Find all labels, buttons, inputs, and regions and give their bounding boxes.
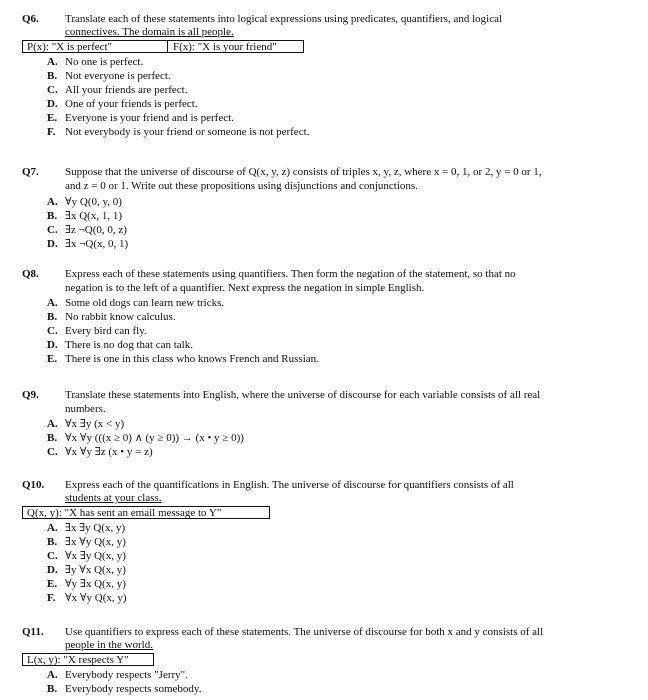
list-item: A. No one is perfect. bbox=[47, 56, 144, 68]
list-item: E. There is one in this class who knows French and Russian. bbox=[47, 353, 319, 365]
question-number: Q8. bbox=[22, 268, 39, 280]
predicate-definition-box bbox=[22, 506, 270, 519]
question-stem: Translate each of these statements into logical expressions using predicates, quantifiers, and logical bbox=[65, 13, 503, 25]
list-item: C. ∀x ∃y Q(x, y) bbox=[47, 550, 126, 562]
list-item: C. All your friends are perfect. bbox=[47, 84, 188, 96]
list-item: D. ∃y ∀x Q(x, y) bbox=[47, 564, 126, 576]
list-item: A. Some old dogs can learn new tricks. bbox=[47, 297, 225, 309]
question-stem: Express each of the quantifications in English. The universe of discourse for quantifiers consists of all bbox=[65, 479, 514, 491]
list-item: D. One of your friends is perfect. bbox=[47, 98, 198, 110]
list-item: E. ∀y ∃x Q(x, y) bbox=[47, 578, 126, 590]
question-stem: Use quantifiers to express each of these statements. The universe of discourse for both x and y consists of all bbox=[65, 626, 544, 638]
question-stem-continued: negation is to the left of a quantifier. Next express the negation in simple English. bbox=[65, 282, 425, 294]
question-stem: Suppose that the universe of discourse of Q(x, y, z) consists of triples x, y, z, where x = 0, 1, or 2, y = 0 or 1, bbox=[65, 166, 542, 178]
predicate-definition: F(x): "X is your friend" bbox=[173, 41, 277, 53]
question-stem-continued: connectives. The domain is all people. bbox=[65, 26, 234, 38]
list-item: B. ∃x Q(x, 1, 1) bbox=[47, 210, 122, 222]
question-stem: Express each of these statements using quantifiers. Then form the negation of the statement, so that no bbox=[65, 268, 516, 280]
list-item: A. ∃x ∃y Q(x, y) bbox=[47, 522, 126, 534]
list-item: D. ∃x ¬Q(x, 0, 1) bbox=[47, 238, 129, 250]
question-stem-continued: people in the world. bbox=[65, 639, 153, 651]
list-item: B. ∃x ∀y Q(x, y) bbox=[47, 536, 126, 548]
list-item: A. Everybody respects "Jerry". bbox=[47, 669, 188, 681]
question-number: Q6. bbox=[22, 13, 39, 25]
list-item: B. No rabbit know calculus. bbox=[47, 311, 176, 323]
box-divider bbox=[167, 41, 168, 52]
list-item: B. Everybody respects somebody. bbox=[47, 683, 202, 695]
predicate-definition: Q(x, y): "X has sent an email message to Y" bbox=[27, 507, 222, 519]
predicate-definition: P(x): "X is perfect" bbox=[27, 41, 113, 53]
question-stem-continued: students at your class. bbox=[65, 492, 162, 504]
question-number: Q7. bbox=[22, 166, 39, 178]
list-item: A. ∀y Q(0, y, 0) bbox=[47, 196, 122, 208]
question-number: Q10. bbox=[22, 479, 45, 491]
question-number: Q11. bbox=[22, 626, 44, 638]
list-item: C. ∃z ¬Q(0, 0, z) bbox=[47, 224, 127, 236]
list-item: B. Not everyone is perfect. bbox=[47, 70, 171, 82]
list-item: F. Not everybody is your friend or someone is not perfect. bbox=[47, 126, 310, 138]
list-item: C. Every bird can fly. bbox=[47, 325, 147, 337]
list-item: B. ∀x ∀y (((x ≥ 0) ∧ (y ≥ 0)) → (x • y ≥ 0)) bbox=[47, 432, 244, 444]
question-number: Q9. bbox=[22, 389, 39, 401]
list-item: D. There is no dog that can talk. bbox=[47, 339, 193, 351]
list-item: C. ∀x ∀y ∃z (x • y = z) bbox=[47, 446, 153, 458]
list-item: A. ∀x ∃y (x < y) bbox=[47, 418, 125, 430]
question-stem-continued: and z = 0 or 1. Write out these propositions using disjunctions and conjunctions. bbox=[65, 180, 418, 192]
question-stem: Translate these statements into English, where the universe of discourse for each variable consists of all real bbox=[65, 389, 541, 401]
predicate-definition-box bbox=[22, 653, 154, 666]
question-stem-continued: numbers. bbox=[65, 403, 106, 415]
predicate-definition-box bbox=[22, 40, 304, 53]
list-item: E. Everyone is your friend and is perfect. bbox=[47, 112, 234, 124]
list-item: F. ∀x ∀y Q(x, y) bbox=[47, 592, 127, 604]
predicate-definition: L(x, y): "X respects Y" bbox=[27, 654, 129, 666]
